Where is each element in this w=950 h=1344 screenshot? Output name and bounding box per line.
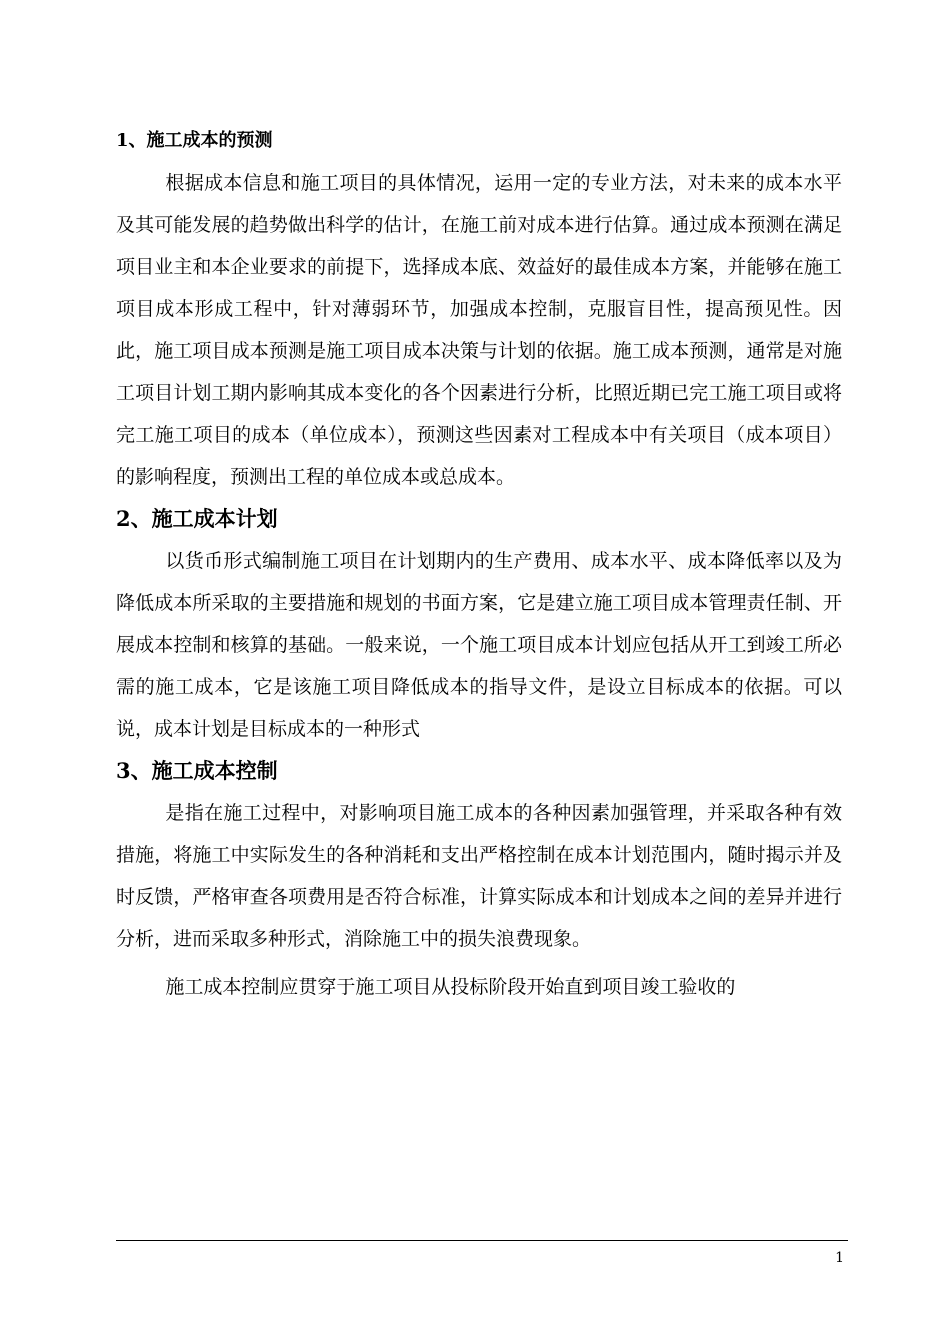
document-body — [116, 120, 842, 1008]
section-1-paragraph-1: 根据成本信息和施工项目的具体情况，运用一定的专业方法，对未来的成本水平及其可能发展的趋势做出科学的估计，在施工前对成本进行估算。通过成本预测在满足项目业主和本企业要求的前提下，选择成本底、效益好的最佳成本方案，并能够在施工项目成本形成工程中，针对薄弱环节，加强成本控制，克服盲目性，提高预见性。因此，施工项目成本预测是施工项目成本决策与计划的依据。施工成本预测，通常是对施工项目计划工期内影响其成本变化的各个因素进行分析，比照近期已完工施工项目或将完工施工项目的成本（单位成本），预测这些因素对工程成本中有关项目（成本项目）的影响程度，预测出工程的单位成本或总成本。 — [116, 172, 842, 488]
section-3-paragraph-2: 施工成本控制应贯穿于施工项目从投标阶段开始直到项目竣工验收的 — [165, 976, 736, 998]
footer-divider — [116, 1240, 848, 1241]
page-number: 1 — [835, 1250, 844, 1266]
section-2-heading: 2、施工成本计划 — [116, 506, 278, 531]
section-1-heading: 1、施工成本的预测 — [116, 130, 273, 151]
section-3-paragraph-1: 是指在施工过程中，对影响项目施工成本的各种因素加强管理，并采取各种有效措施，将施工中实际发生的各种消耗和支出严格控制在成本计划范围内，随时揭示并及时反馈，严格审查各项费用是否符合标准，计算实际成本和计划成本之间的差异并进行分析，进而采取多种形式，消除施工中的损失浪费现象。 — [116, 802, 842, 950]
section-2-paragraph-1: 以货币形式编制施工项目在计划期内的生产费用、成本水平、成本降低率以及为降低成本所采取的主要措施和规划的书面方案，它是建立施工项目成本管理责任制、开展成本控制和核算的基础。一般来说，一个施工项目成本计划应包括从开工到竣工所必需的施工成本，它是该施工项目降低成本的指导文件，是设立目标成本的依据。可以说，成本计划是目标成本的一种形式 — [116, 550, 842, 740]
section-3-heading: 3、施工成本控制 — [116, 758, 278, 783]
